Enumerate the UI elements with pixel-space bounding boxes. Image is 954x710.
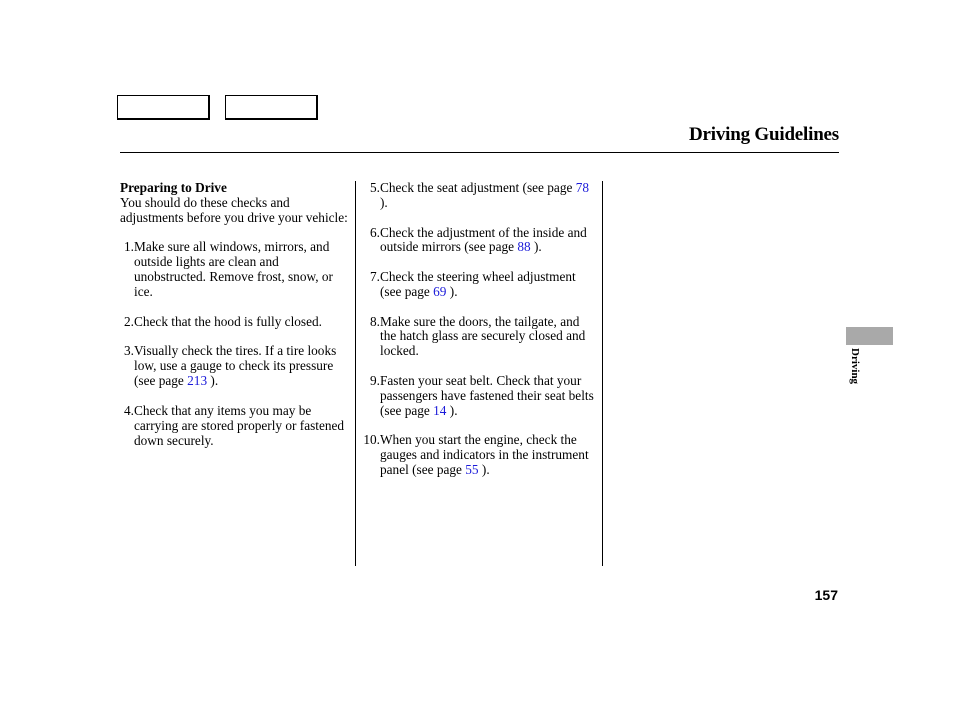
section-tab-label: Driving <box>849 348 861 385</box>
page-link-55[interactable]: 55 <box>465 462 479 478</box>
item-number: 3. <box>124 343 134 359</box>
column-divider-1 <box>355 181 356 566</box>
item-number: 10. <box>363 432 380 448</box>
page-link-14[interactable]: 14 <box>433 402 447 418</box>
item-number: 7. <box>370 269 380 284</box>
section-heading: Preparing to Drive <box>120 180 227 195</box>
item-text: Check that any items you may be carrying are stored properly or fastened down securely. <box>134 402 345 448</box>
section-tab[interactable] <box>846 327 893 345</box>
list-item-9 <box>361 374 597 419</box>
nav-button-1[interactable] <box>117 95 210 120</box>
page-link-78[interactable]: 78 <box>575 180 589 195</box>
item-number: 1. <box>124 239 134 255</box>
section-intro: You should do these checks and adjustments before you drive your vehicle: <box>120 194 348 225</box>
item-text: Check the adjustment of the inside and outside mirrors (see page 88 ). <box>380 224 587 255</box>
item-text: Visually check the tires. If a tire looks low, use a gauge to check its pressure (see page 213 ). <box>134 343 337 389</box>
middle-column <box>361 181 597 478</box>
list-item-3 <box>120 344 352 389</box>
item-text: Check the seat adjustment (see page 78 ). <box>380 180 589 210</box>
item-number: 2. <box>124 313 134 329</box>
item-number: 6. <box>370 224 380 240</box>
list-item-6 <box>361 226 597 256</box>
list-item-1 <box>120 240 352 300</box>
list-item-10 <box>361 433 597 478</box>
page-title: Driving Guidelines <box>688 124 839 145</box>
page-link-88[interactable]: 88 <box>517 239 531 255</box>
list-item-7 <box>361 270 597 300</box>
item-text: When you start the engine, check the gauges and indicators in the instrument panel (see page 55 ). <box>380 432 589 478</box>
item-number: 4. <box>124 402 134 418</box>
column-divider-2 <box>602 181 603 566</box>
item-text: Make sure the doors, the tailgate, and the hatch glass are securely closed and locked. <box>380 313 586 359</box>
item-text: Fasten your seat belt. Check that your passengers have fastened their seat belts (see page 14 ). <box>380 372 594 418</box>
nav-button-2[interactable] <box>225 95 318 120</box>
item-text: Make sure all windows, mirrors, and outside lights are clean and unobstructed. Remove frost, snow, or ice. <box>134 239 333 300</box>
item-text: Check that the hood is fully closed. <box>134 313 322 329</box>
page-number: 157 <box>814 587 838 603</box>
left-column <box>120 181 352 448</box>
item-text: Check the steering wheel adjustment (see page 69 ). <box>380 269 576 299</box>
list-item-8 <box>361 315 597 360</box>
list-item-4 <box>120 404 352 449</box>
title-rule <box>120 152 839 153</box>
item-number: 5. <box>370 180 380 195</box>
page-link-69[interactable]: 69 <box>433 283 447 299</box>
item-number: 8. <box>370 313 380 329</box>
item-number: 9. <box>370 372 380 388</box>
list-item-2 <box>120 315 352 330</box>
page-link-213[interactable]: 213 <box>187 373 208 389</box>
list-item-5 <box>361 181 597 211</box>
